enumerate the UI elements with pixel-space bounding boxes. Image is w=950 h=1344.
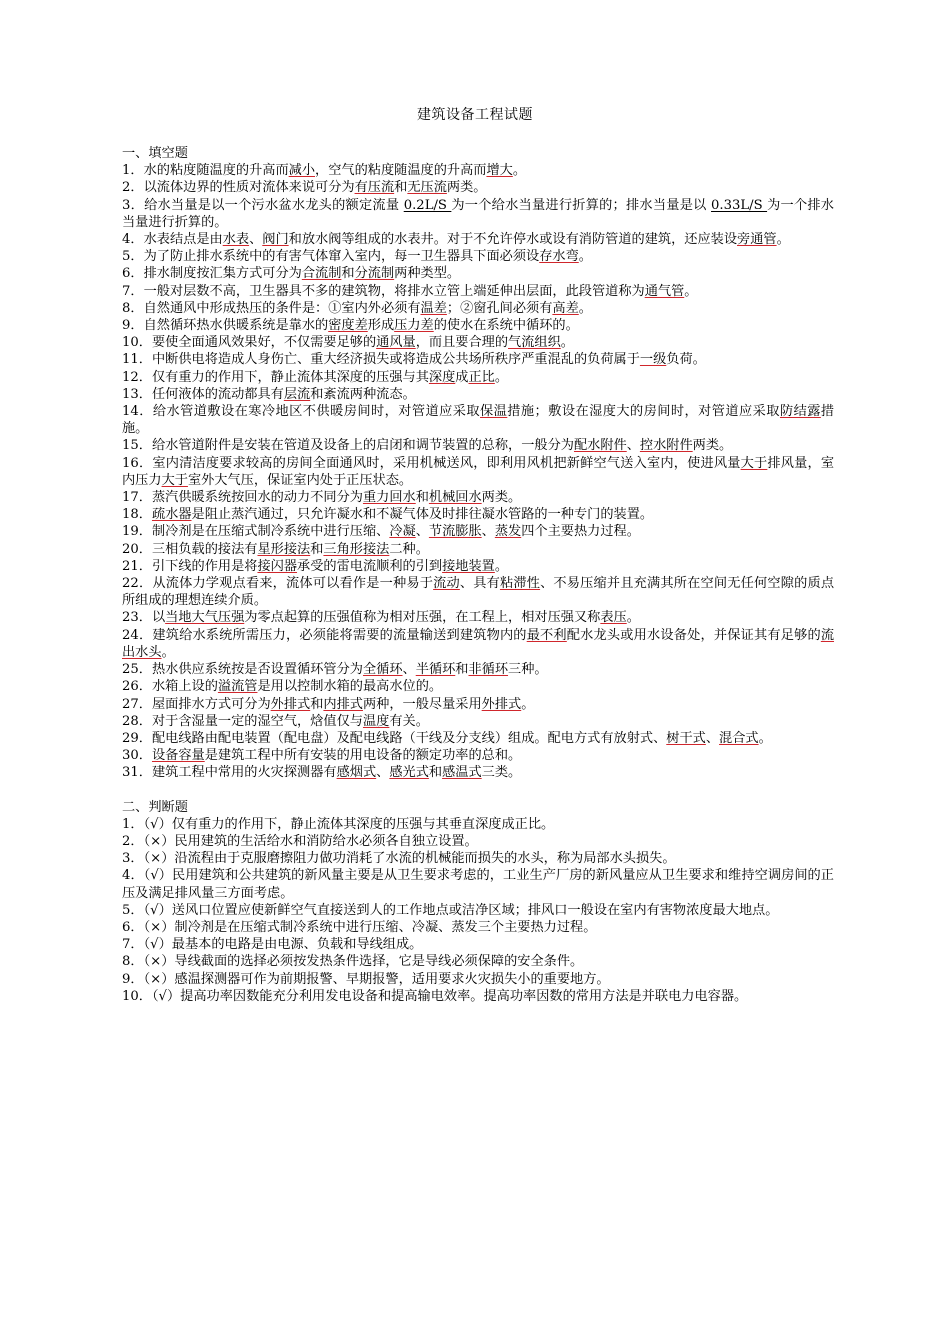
fill-in-question (122, 541, 834, 558)
question-text: 、 (626, 438, 640, 454)
answer-text: 混合式 (719, 730, 759, 746)
question-text: 是用以控制水箱的最高水位的。 (257, 679, 443, 695)
answer-text: 半循环 (415, 662, 456, 678)
answer-text: 蒸发 (494, 524, 522, 540)
answer-text: 大于 (740, 455, 768, 471)
answer-text: 无压流 (407, 180, 447, 196)
fill-in-question (122, 248, 834, 265)
answer-text: 高差 (552, 300, 579, 316)
question-text: 和 (428, 765, 443, 781)
fill-in-question (122, 558, 834, 575)
question-text: 两类。 (481, 490, 522, 506)
fill-in-question (122, 627, 834, 661)
fill-in-question (122, 713, 834, 730)
question-text: 2．以流体边界的性质对流体来说可分为 (122, 180, 355, 196)
fill-in-question (122, 437, 834, 454)
fill-in-question (122, 300, 834, 317)
answer-text: 全循环 (362, 662, 403, 678)
answer-text: 大于 (161, 472, 188, 488)
answer-text: 外排式 (270, 696, 311, 712)
answer-text: 三角形接法 (323, 541, 390, 557)
fill-in-question (122, 265, 834, 282)
fill-in-question (122, 369, 834, 386)
answer-text: 0.2L/S (403, 197, 452, 213)
question-text: 三类。 (481, 765, 522, 781)
fill-in-question (122, 351, 834, 368)
judgement-question-list (122, 816, 834, 1005)
answer-text: 感温式 (442, 765, 482, 781)
section-heading-fill-in: 一、填空题 (122, 146, 188, 161)
question-text: 和 (310, 696, 324, 712)
question-text: 29．配电线路由配电装置（配电盘）及配电线路（干线及分支线）组成。配电方式有放射式、 (122, 730, 667, 746)
question-text: 。 (494, 558, 509, 574)
question-text: 、 (376, 765, 390, 781)
fill-in-question (122, 489, 834, 506)
fill-in-question (122, 661, 834, 678)
answer-text: 通气管 (644, 283, 685, 299)
question-text: 31．建筑工程中常用的火灾探测器有 (122, 765, 337, 781)
answer-text: 温度 (362, 713, 390, 729)
question-text: 12．仅有重力的作用下，静止流体其深度的压强与其 (122, 369, 429, 385)
answer-text: 合流制 (301, 266, 342, 282)
question-text: 。 (578, 300, 592, 316)
fill-in-question (122, 231, 834, 248)
answer-text: 流动 (433, 576, 460, 592)
question-text: 两种类型。 (394, 266, 461, 282)
question-text: 、具有 (459, 576, 500, 592)
answer-text: 分流制 (354, 266, 395, 282)
fill-in-question (122, 609, 834, 626)
answer-text: 密度差 (328, 318, 368, 334)
fill-in-question (122, 730, 834, 747)
question-text: 16．室内清洁度要求较高的房间全面通风时，采用机械送风，即利用风机把新鲜空气送入室内，使进风量 (122, 455, 741, 471)
question-text: 、 (481, 524, 495, 540)
judgement-question: 3．（×）沿流程由于克服磨擦阻力做功消耗了水流的机械能而损失的水头，称为局部水头损失。 (122, 851, 676, 867)
answer-text: 有压流 (354, 180, 395, 196)
question-text: 。 (578, 249, 592, 265)
question-text: 二种。 (389, 541, 429, 557)
question-text: 19．制冷剂是在压缩式制冷系统中进行压缩、 (122, 524, 390, 540)
question-text: 是阻止蒸汽通过，只允许凝水和不凝气体及时排往凝水管路的一种专门的装置。 (191, 507, 654, 523)
question-text: 1．水的粘度随温度的升高而 (122, 163, 289, 179)
answer-text: 重力回水 (362, 490, 416, 506)
question-text: 21．引下线的作用是将 (122, 558, 258, 574)
answer-text: 非循环 (468, 662, 509, 678)
answer-text: 通风量 (376, 335, 416, 351)
judgement-question: 1．（√）仅有重力的作用下，静止流体其深度的压强与其垂直深度成正比。 (122, 816, 555, 832)
answer-text: 感光式 (389, 765, 429, 781)
fill-in-question (122, 506, 834, 523)
question-text: 28．对于含湿量一定的湿空气，焓值仅与 (122, 713, 363, 729)
answer-text: 溢流管 (217, 679, 258, 695)
judgement-question: 9．（×）感温探测器可作为前期报警、早期报警，适用要求火灾损失小的重要地方。 (122, 971, 610, 987)
question-text: 和 (341, 266, 355, 282)
fill-in-question (122, 197, 834, 231)
fill-in-question (122, 455, 834, 489)
answer-text: 正比 (468, 369, 495, 385)
fill-in-question (122, 523, 834, 540)
question-text: 两类。 (446, 180, 487, 196)
answer-text: 机械回水 (428, 490, 482, 506)
fill-in-question (122, 317, 834, 334)
answer-text: 增大 (486, 163, 513, 179)
question-text: ；②窗孔间必须有 (446, 300, 553, 316)
judgement-question: 7．（√）最基本的电路是由电源、负载和导线组成。 (122, 937, 423, 953)
question-text: 。 (684, 283, 698, 299)
fill-in-question (122, 283, 834, 300)
answer-text: 粘滞性 (499, 576, 541, 592)
judgement-question: 6．（×）制冷剂是在压缩式制冷系统中进行压缩、冷凝、蒸发三个主要热力过程。 (122, 919, 597, 935)
answer-text: 疏水器 (151, 507, 192, 523)
answer-text: 温差 (420, 300, 447, 316)
answer-text: 星形接法 (257, 541, 311, 557)
answer-text: 阀门 (262, 232, 289, 248)
fill-in-question (122, 334, 834, 351)
question-text: 、 (402, 662, 416, 678)
judgement-question: 2．（×）民用建筑的生活给水和消防给水必须各自独立设置。 (122, 833, 478, 849)
question-text: 配水龙头或用水设备处，并保证其有足够的 (566, 627, 821, 643)
fill-in-question (122, 696, 834, 713)
question-text: 。 (560, 335, 574, 351)
question-text: 和 (394, 180, 408, 196)
question-text: 3．给水当量是以一个污水盆水龙头的额定流量 (122, 197, 404, 213)
question-text: 是建筑工程中所有安装的用电设备的额定功率的总和。 (204, 748, 522, 764)
question-text: 7．一般对层数不高，卫生器具不多的建筑物，将排水立管上端延伸出层面，此段管道称为 (122, 283, 645, 299)
question-text: 。 (494, 369, 509, 385)
answer-text: 流出水头 (122, 627, 835, 660)
answer-text: 一级 (639, 352, 667, 368)
judgement-question: 4．（√）民用建筑和公共建筑的新风量主要是从卫生要求考虑的，工业生产厂房的新风量应从卫生要求和维持空调房间的正压及满足排风量三方面考虑。 (122, 868, 834, 901)
answer-text: 最不利 (526, 627, 567, 643)
question-text: 27．屋面排水方式可分为 (122, 696, 271, 712)
answer-text: 感烟式 (336, 765, 377, 781)
fill-in-question (122, 575, 834, 609)
question-text: 。 (512, 163, 527, 179)
question-text: 。 (521, 696, 535, 712)
question-text: 为一个给水当量进行折算的；排水当量是以 (451, 197, 712, 213)
section-spacer (122, 782, 834, 799)
answer-text: 0.33L/S (711, 197, 768, 213)
question-text: 四个主要热力过程。 (521, 524, 640, 540)
question-text: 的使水在系统中循环的。 (433, 318, 579, 334)
question-text: 13．任何液体的流动都具有 (122, 386, 284, 402)
question-text: 承受的雷电流顺利的引到 (297, 558, 443, 574)
answer-text: 气流组织 (508, 335, 561, 351)
question-text: 6．排水制度按汇集方式可分为 (122, 266, 302, 282)
answer-text: 减小 (288, 163, 316, 179)
question-text: 11．中断供电将造成人身伤亡、重大经济损失或将造成公共场所秩序严重混乱的负荷属于 (122, 352, 640, 368)
fill-in-question (122, 764, 834, 781)
question-text: 为一个排水当量进行折算的。 (122, 197, 834, 230)
answer-text: 表压 (600, 610, 627, 626)
answer-text: 内排式 (323, 696, 363, 712)
answer-text: 层流 (283, 386, 311, 402)
question-text: 和 (455, 662, 469, 678)
fill-in-question (122, 403, 834, 437)
answer-text: 接闪器 (257, 558, 298, 574)
fill-in-question (122, 162, 834, 179)
question-text: 和紊流两种流态。 (310, 386, 416, 402)
answer-text: 设备容量 (151, 748, 205, 764)
question-text: 、不易压缩并且充满其所在空间无任何空隙的质点所组成的理想连续介质。 (122, 576, 835, 609)
question-text: 25．热水供应系统按是否设置循环管分为 (122, 662, 363, 678)
answer-text: 旁通管 (737, 232, 777, 248)
question-text: 措施；敷设在湿度大的房间时，对管道应采取 (507, 404, 780, 420)
fill-in-question (122, 678, 834, 695)
question-text: 23．以 (122, 610, 166, 626)
question-text: 排风量，室内压力 (122, 455, 835, 488)
question-text: 成 (455, 369, 469, 385)
answer-text: 压力差 (394, 318, 434, 334)
question-text: 8．自然通风中形成热压的条件是：①室内外必须有 (122, 300, 421, 316)
fill-in-question-list (122, 162, 834, 781)
question-text: 5．为了防止排水系统中的有害气体窜入室内，每一卫生器具下面必须设 (122, 249, 540, 265)
answer-text: 配水附件 (573, 438, 627, 454)
answer-text: 接地装置 (442, 558, 495, 574)
question-text: 。 (758, 730, 772, 746)
document-title: 建筑设备工程试题 (417, 107, 533, 123)
document-body (122, 145, 834, 1005)
question-text: 和 (415, 490, 429, 506)
question-text: 24．建筑给水系统所需压力，必须能将需要的流量输送到建筑物内的 (122, 627, 527, 643)
question-text: 、 (249, 232, 263, 248)
judgement-question: 10．（√）提高功率因数能充分利用发电设备和提高输电效率。提高功率因数的常用方法是并联电力电容器。 (122, 988, 748, 1004)
fill-in-question (122, 747, 834, 764)
answer-text: 当地大气压强 (165, 610, 245, 626)
answer-text: 树干式 (666, 730, 706, 746)
question-text: 负荷。 (666, 352, 706, 368)
question-text: 措施。 (122, 404, 835, 437)
answer-text: 水表 (222, 232, 250, 248)
answer-text: 冷凝 (389, 524, 416, 540)
answer-text: 保温 (480, 404, 508, 420)
fill-in-question (122, 179, 834, 196)
question-text: 三种。 (508, 662, 548, 678)
question-text: 。 (776, 232, 790, 248)
question-text: ，而且要合理的 (415, 335, 509, 351)
judgement-question: 5．（√）送风口位置应使新鲜空气直接送到人的工作地点或洁净区域；排风口一般设在室内有害物浓度最大地点。 (122, 902, 779, 918)
answer-text: 节流膨胀 (428, 524, 482, 540)
section-heading-judgement: 二、判断题 (122, 799, 188, 815)
question-text: 。 (161, 644, 175, 660)
question-text: 有关。 (389, 713, 429, 729)
fill-in-question (122, 386, 834, 403)
answer-text: 控水附件 (639, 438, 693, 454)
question-text: 4．水表结点是由 (122, 232, 223, 248)
question-text: 14．给水管道敷设在寒冷地区不供暖房间时，对管道应采取 (122, 404, 481, 420)
question-text: 和放水阀等组成的水表井。对于不允许停水或设有消防管道的建筑，还应装设 (288, 232, 738, 248)
question-text: 和 (310, 541, 324, 557)
question-text: 。 (626, 610, 640, 626)
question-text: 18． (122, 507, 152, 523)
question-text: 15．给水管道附件是安装在管道及设备上的启闭和调节装置的总称，一般分为 (122, 438, 574, 454)
question-text: 9．自然循环热水供暖系统是靠水的 (122, 318, 329, 334)
question-text: 两类。 (692, 438, 733, 454)
question-text: 22．从流体力学观点看来，流体可以看作是一种易于 (122, 576, 434, 592)
question-text: 室外大气压，保证室内处于正压状态。 (187, 472, 413, 488)
question-text: 为零点起算的压强值称为相对压强，在工程上，相对压强又称 (244, 610, 601, 626)
answer-text: 防结露 (779, 404, 821, 420)
question-text: 两种，一般尽量采用 (362, 696, 482, 712)
question-text: 26．水箱上设的 (122, 679, 218, 695)
question-text: 、 (415, 524, 429, 540)
question-text: 30． (122, 748, 152, 764)
answer-text: 存水弯 (539, 249, 579, 265)
question-text: ，空气的粘度随温度的升高而 (315, 163, 487, 179)
question-text: 、 (705, 730, 720, 746)
answer-text: 深度 (428, 369, 456, 385)
question-text: 10．要使全面通风效果好，不仅需要足够的 (122, 335, 377, 351)
question-text: 20．三相负载的接法有 (122, 541, 258, 557)
answer-text: 外排式 (481, 696, 522, 712)
question-text: 17．蒸汽供暖系统按回水的动力不同分为 (122, 490, 363, 506)
question-text: 形成 (367, 318, 395, 334)
judgement-question: 8．（×）导线截面的选择必须按发热条件选择，它是导线必须保障的安全条件。 (122, 954, 584, 970)
